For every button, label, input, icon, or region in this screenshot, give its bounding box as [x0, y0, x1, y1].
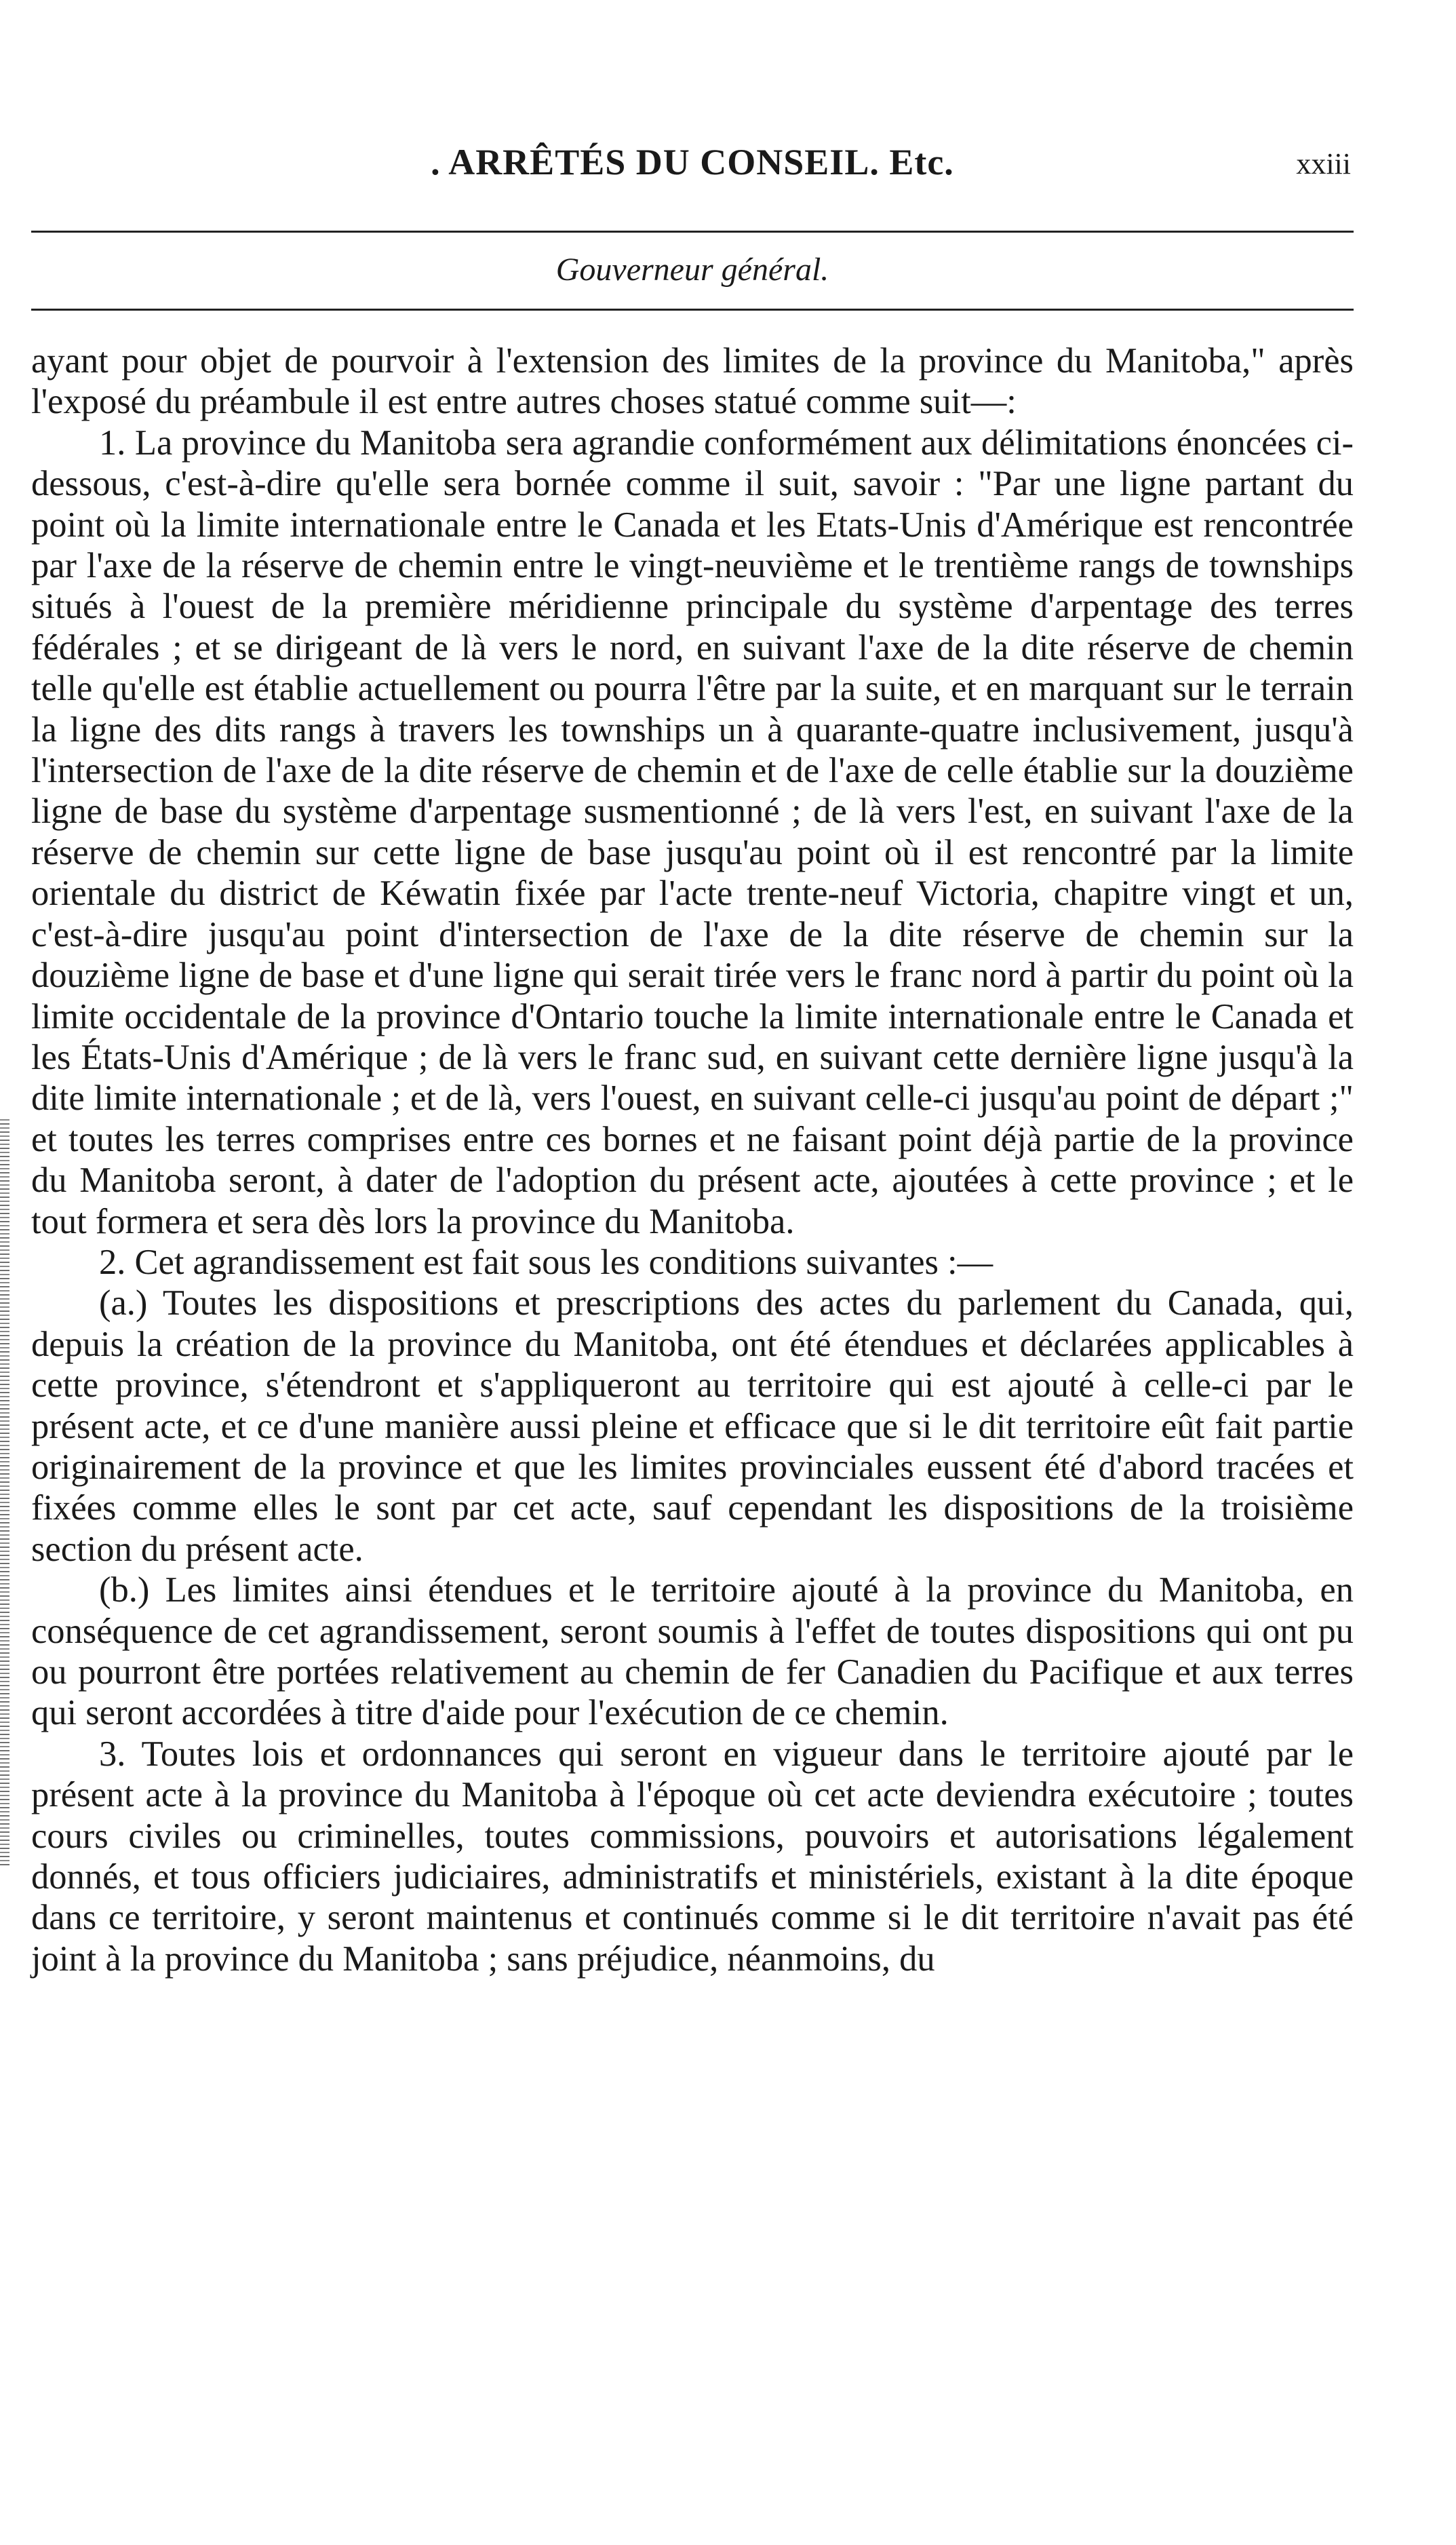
paragraph-section-3: 3. Toutes lois et ordonnances qui seront en vigueur dans le territoire ajouté par le présent acte à la province du Manitoba à l'époque où cet acte deviendra exécutoire ; toutes cours civiles ou criminelles, toutes commissions, pouvoirs et autorisations légalement donnés, et tous officiers judiciaires, administratifs et ministériels, existant à la dite époque dans ce territoire, y seront maintenus et continués comme si le dit territoire n'avait pas été joint à la province du Manitoba ; sans préjudice, néanmoins, du	[31, 1734, 1354, 1979]
running-header	[31, 141, 1354, 189]
page-number: xxiii	[1296, 147, 1351, 180]
paragraph-section-1: 1. La province du Manitoba sera agrandie conformément aux délimitations énoncées ci-dessous, c'est-à-dire qu'elle sera bornée comme il suit, savoir : "Par une ligne partant du point où la limite internationale entre le Canada et les Etats-Unis d'Amérique est rencontrée par l'axe de la réserve de chemin entre le vingt-neuvième et le trentième rangs de townships situés à l'ouest de la première méridienne principale du système d'arpentage des terres fédérales ; et se dirigeant de là vers le nord, en suivant l'axe de la dite réserve de chemin telle qu'elle est établie actuellement ou pourra l'être par la suite, et en marquant sur le terrain la ligne des dits rangs à travers les townships un à quarante-quatre inclusivement, jusqu'à l'intersection de l'axe de la dite réserve de chemin et de l'axe de celle établie sur la douzième ligne de base du système d'arpentage susmentionné ; de là vers l'est, en suivant l'axe de la réserve de chemin sur cette ligne de base jusqu'au point où il est rencontré par la limite orientale du district de Kéwatin fixée par l'acte trente-neuf Victoria, chapitre vingt et un, c'est-à-dire jusqu'au point d'intersection de l'axe de la dite réserve de chemin sur la douzième ligne de base et d'une ligne qui serait tirée vers le franc nord à partir du point où la limite occidentale de la province d'Ontario touche la limite internationale entre le Canada et les États-Unis d'Amérique ; de là vers le franc sud, en suivant cette dernière ligne jusqu'à la dite limite internationale ; et de là, vers l'ouest, en suivant celle-ci jusqu'au point de départ ;" et toutes les terres comprises entre ces bornes et ne faisant point déjà partie de la province du Manitoba seront, à dater de l'adoption du présent acte, ajoutées à cette province ; et le tout formera et sera dès lors la province du Manitoba.	[31, 423, 1354, 1241]
running-title: . ARRÊTÉS DU CONSEIL. Etc.	[431, 142, 954, 182]
paragraph-continuation: ayant pour objet de pourvoir à l'extension des limites de la province du Manitoba," après l'exposé du préambule il est entre autres choses statué comme suit—:	[31, 341, 1354, 422]
body-text	[31, 341, 1354, 1979]
document-page	[31, 0, 1354, 2545]
header-rule-top	[31, 231, 1354, 233]
paragraph-section-2: 2. Cet agrandissement est fait sous les conditions suivantes :—	[99, 1242, 993, 1282]
scan-edge-artifact	[0, 1119, 9, 1865]
header-rule-bottom	[31, 309, 1354, 311]
paragraph-section-2b: (b.) Les limites ainsi étendues et le territoire ajouté à la province du Manitoba, en conséquence de cet agrandissement, seront soumis à l'effet de toutes dispositions qui ont pu ou pourront être portées relativement au chemin de fer Canadien du Pacifique et aux terres qui seront accordées à titre d'aide pour l'exécution de ce chemin.	[31, 1570, 1354, 1733]
section-heading: Gouverneur général.	[555, 252, 829, 288]
paragraph-section-2a: (a.) Toutes les dispositions et prescriptions des actes du parlement du Canada, qui, depuis la création de la province du Manitoba, ont été étendues et déclarées applicables à cette province, s'étendront et s'appliqueront au territoire qui est ajouté à celle-ci par le présent acte, et ce d'une manière aussi pleine et efficace que si le dit territoire eût fait partie originairement de la province et que les limites provinciales eussent été d'abord tracées et fixées comme elles le sont par cet acte, sauf cependant les dispositions de la troisième section du présent acte.	[31, 1283, 1354, 1569]
